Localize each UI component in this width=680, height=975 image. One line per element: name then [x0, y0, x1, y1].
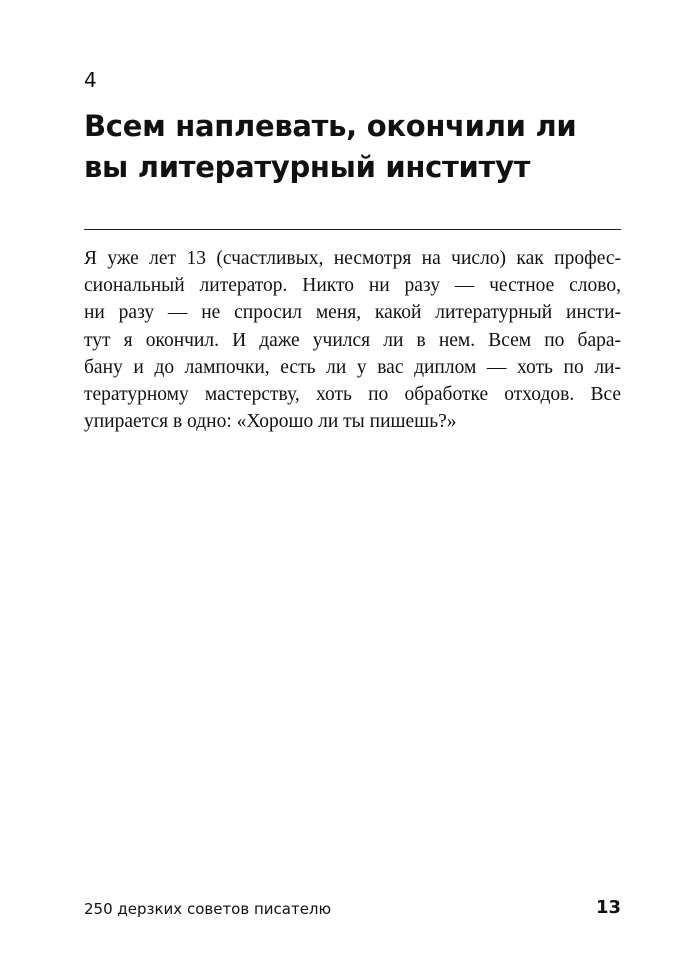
title-divider: [84, 229, 621, 230]
footer-page-number: 13: [595, 897, 621, 918]
body-line: тут я окончил. И даже учился ли в нем. Всем по бара-: [84, 329, 621, 351]
chapter-title-line: вы литературный институт: [84, 150, 531, 184]
chapter-number: 4: [84, 68, 97, 92]
body-line: упирается в одно: «Хорошо ли ты пишешь?»: [84, 411, 457, 433]
body-line: ни разу — не спросил меня, какой литературный инсти-: [84, 302, 621, 324]
body-paragraph: [84, 245, 621, 435]
body-line: тературному мастерству, хоть по обработке отходов. Все: [84, 384, 621, 406]
body-line: бану и до лампочки, есть ли у вас диплом — хоть по ли-: [84, 356, 621, 378]
footer-book-title: 250 дерзких советов писателю: [84, 900, 332, 918]
body-line: сиональный литератор. Никто ни разу — честное слово,: [84, 275, 621, 297]
chapter-title: [84, 106, 624, 188]
body-line: Я уже лет 13 (счастливых, несмотря на число) как профес-: [84, 248, 621, 269]
chapter-title-line: Всем наплевать, окончили ли: [84, 109, 577, 143]
